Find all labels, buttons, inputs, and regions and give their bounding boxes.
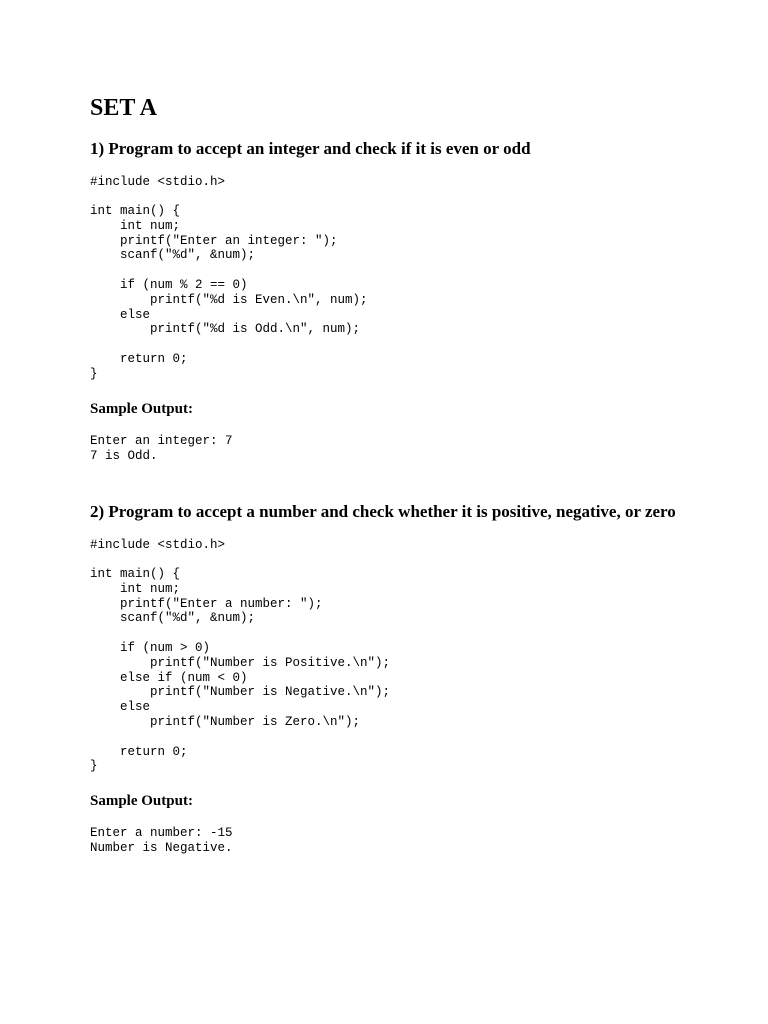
program-2-heading: 2) Program to accept a number and check whether it is positive, negative, or zero xyxy=(90,502,676,521)
program-1-code: int main() { int num; printf("Enter an integer: "); scanf("%d", &num); if (num % 2 == 0) printf("%d is Even.\n", num); else printf("%d is Odd.\n", num); return 0; } xyxy=(90,204,368,381)
program-2-include: #include <stdio.h> xyxy=(90,538,226,552)
program-1-sample-output-label: Sample Output: xyxy=(90,401,193,417)
program-2-sample-output: Enter a number: -15 Number is Negative. xyxy=(90,826,233,855)
program-2-code: int main() { int num; printf("Enter a number: "); scanf("%d", &num); if (num > 0) printf("Number is Positive.\n"); else if (num < 0) printf("Number is Negative.\n"); else printf("Number is Zero.\n"); return 0; } xyxy=(90,567,391,774)
program-2-sample-output-label: Sample Output: xyxy=(90,793,193,809)
set-title: SET A xyxy=(90,95,157,121)
program-1-heading: 1) Program to accept an integer and check if it is even or odd xyxy=(90,139,531,158)
program-1-include: #include <stdio.h> xyxy=(90,175,226,189)
program-1-sample-output: Enter an integer: 7 7 is Odd. xyxy=(90,434,233,463)
